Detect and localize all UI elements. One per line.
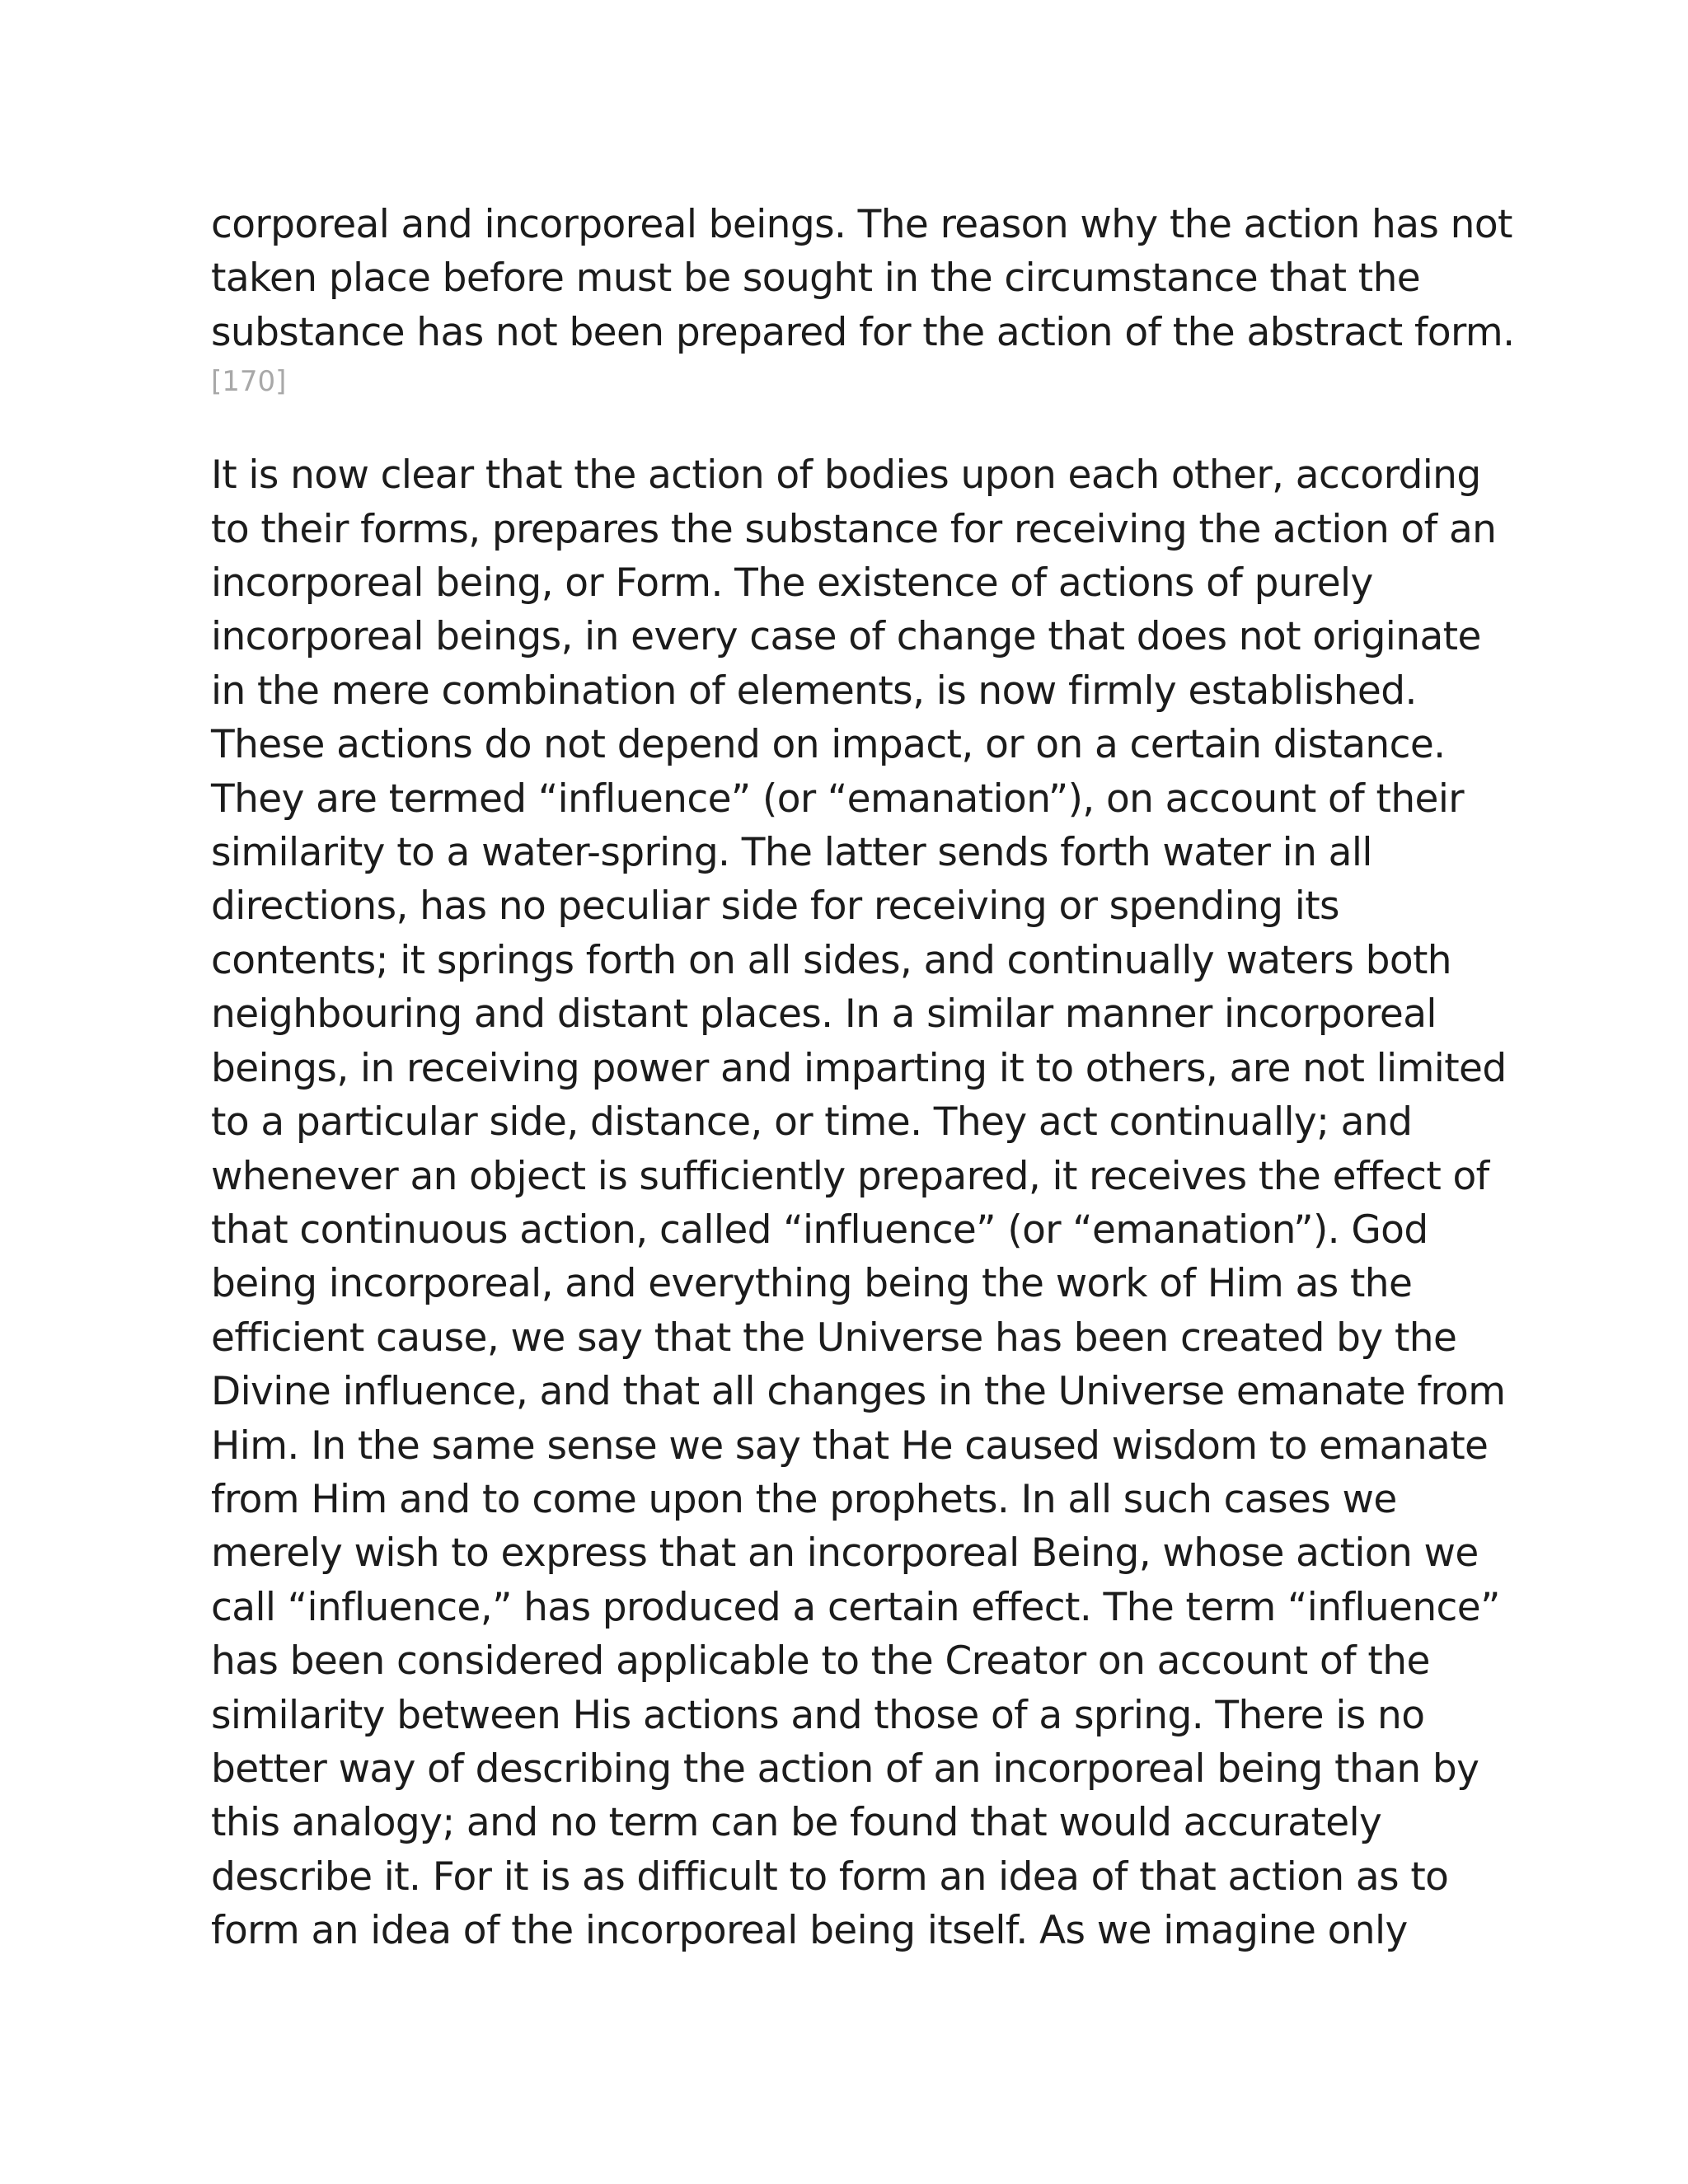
text-line: Him. In the same sense we say that He caused wisdom to emanate <box>211 1422 1489 1469</box>
text-line: efficient cause, we say that the Universe has been created by the <box>211 1315 1457 1361</box>
text-line: Divine influence, and that all changes in the Universe emanate from <box>211 1369 1506 1415</box>
page-number-marker: [170] <box>211 365 287 399</box>
text-line: merely wish to express that an incorporeal Being, whose action we <box>211 1530 1479 1577</box>
text-line: this analogy; and no term can be found that would accurately <box>211 1800 1382 1846</box>
text-line: to a particular side, distance, or time. They act continually; and <box>211 1099 1413 1146</box>
text-line: form an idea of the incorporeal being itself. As we imagine only <box>211 1908 1408 1954</box>
text-line: They are termed “influence” (or “emanation”), on account of their <box>211 776 1465 822</box>
text-line: It is now clear that the action of bodies upon each other, according <box>211 452 1481 499</box>
text-line: neighbouring and distant places. In a similar manner incorporeal <box>211 991 1437 1038</box>
text-line: taken place before must be sought in the circumstance that the <box>211 255 1421 302</box>
text-line: in the mere combination of elements, is now firmly established. <box>211 668 1417 714</box>
text-line: corporeal and incorporeal beings. The reason why the action has not <box>211 202 1512 247</box>
paragraph-influence <box>211 448 1507 1957</box>
text-line: that continuous action, called “influence” (or “emanation”). God <box>211 1207 1428 1253</box>
text-line: call “influence,” has produced a certain effect. The term “influence” <box>211 1584 1500 1630</box>
text-line: incorporeal being, or Form. The existence of actions of purely <box>211 560 1373 607</box>
text-line: being incorporeal, and everything being the work of Him as the <box>211 1261 1413 1307</box>
text-line: has been considered applicable to the Creator on account of the <box>211 1638 1430 1685</box>
text-line: These actions do not depend on impact, or on a certain distance. <box>211 722 1446 768</box>
text-line: from Him and to come upon the prophets. In all such cases we <box>211 1476 1397 1522</box>
text-line: whenever an object is sufficiently prepared, it receives the effect of <box>211 1153 1489 1199</box>
text-line: better way of describing the action of an incorporeal being than by <box>211 1746 1479 1792</box>
text-line: describe it. For it is as difficult to form an idea of that action as to <box>211 1854 1449 1900</box>
paragraph-continuation <box>211 198 1515 359</box>
document-page <box>211 198 1515 1958</box>
text-line: to their forms, prepares the substance for receiving the action of an <box>211 506 1497 552</box>
text-line: contents; it springs forth on all sides, and continually waters both <box>211 937 1451 983</box>
text-line: beings, in receiving power and imparting it to others, are not limited <box>211 1045 1507 1091</box>
text-line: directions, has no peculiar side for receiving or spending its <box>211 883 1339 930</box>
text-line: substance has not been prepared for the action of the abstract form. <box>211 309 1515 355</box>
text-line: similarity between His actions and those of a spring. There is no <box>211 1692 1425 1738</box>
text-line: similarity to a water-spring. The latter sends forth water in all <box>211 830 1372 876</box>
text-line: incorporeal beings, in every case of change that does not originate <box>211 614 1481 660</box>
